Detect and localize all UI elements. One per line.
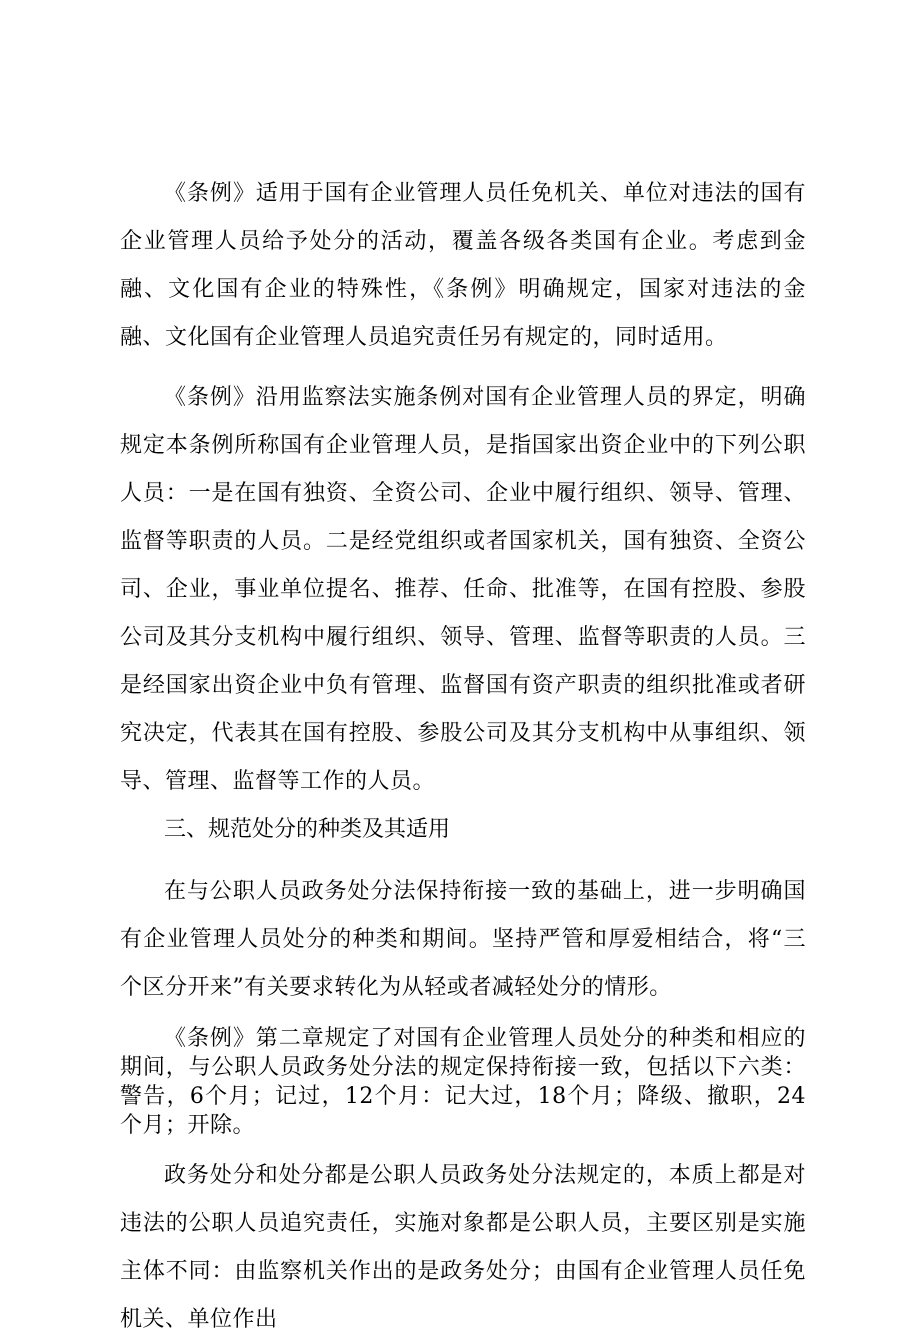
paragraph-types-list: 《条例》第二章规定了对国有企业管理人员处分的种类和相应的期间，与公职人员政务处分法的规定保持衔接一致，包括以下六类：警告，6个月；记过，12个月：记大过，18个月；降级、撤职，24个月；开除。 bbox=[120, 1026, 806, 1138]
document-page bbox=[120, 170, 806, 1344]
paragraph-types-intro: 在与公职人员政务处分法保持衔接一致的基础上，进一步明确国有企业管理人员处分的种类和期间。坚持严管和厚爱相结合，将“三个区分开来”有关要求转化为从轻或者减轻处分的情形。 bbox=[120, 879, 806, 1000]
paragraph-scope: 《条例》适用于国有企业管理人员任免机关、单位对违法的国有企业管理人员给予处分的活动，覆盖各级各类国有企业。考虑到金融、文化国有企业的特殊性，《条例》明确规定，国家对违法的金融、文化国有企业管理人员追究责任另有规定的，同时适用。 bbox=[120, 181, 806, 350]
section-heading: 三、规范处分的种类及其适用 bbox=[164, 817, 451, 842]
paragraph-distinction: 政务处分和处分都是公职人员政务处分法规定的，本质上都是对违法的公职人员追究责任，实施对象都是公职人员，主要区别是实施主体不同：由监察机关作出的是政务处分；由国有企业管理人员任免机关、单位作出 bbox=[120, 1163, 806, 1332]
paragraph-definition: 《条例》沿用监察法实施条例对国有企业管理人员的界定，明确规定本条例所称国有企业管理人员，是指国家出资企业中的下列公职人员：一是在国有独资、全资公司、企业中履行组织、领导、管理、监督等职责的人员。二是经党组织或者国家机关，国有独资、全资公司、企业，事业单位提名、推荐、任命、批准等，在国有控股、参股公司及其分支机构中履行组织、领导、管理、监督等职责的人员。三是经国家出资企业中负有管理、监督国有资产职责的组织批准或者研究决定，代表其在国有控股、参股公司及其分支机构中从事组织、领导、管理、监督等工作的人员。 bbox=[120, 385, 806, 794]
